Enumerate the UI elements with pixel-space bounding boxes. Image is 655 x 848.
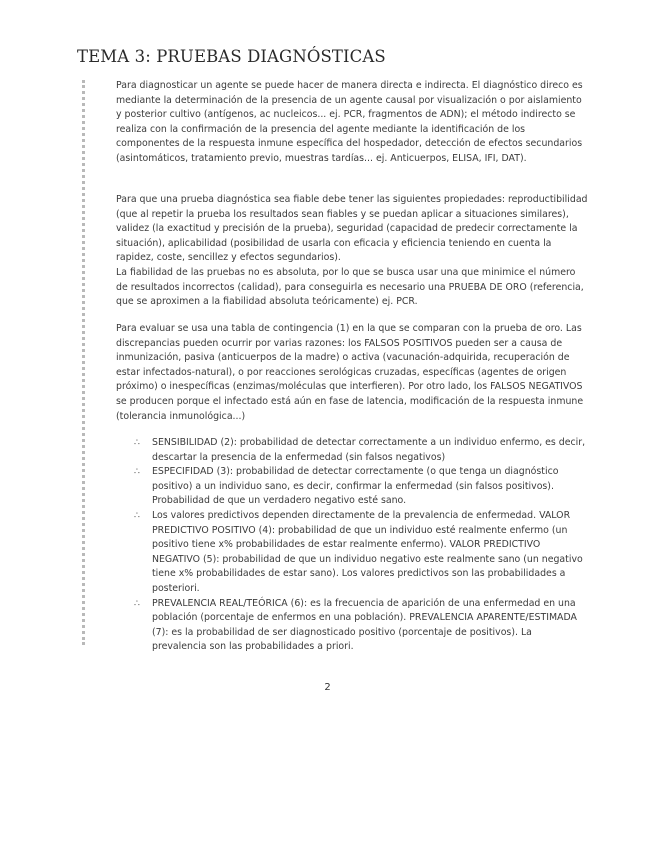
therefore-bullet-icon: ∴ [134, 598, 140, 609]
list-item-text: Los valores predictivos dependen directamente de la prevalencia de enfermedad. VALOR PREDICTIVO POSITIVO (4): probabilidad de que un individuo esté realmente enfermo (un positivo tiene x% probabilidades de estar realmente enfermo). VALOR PREDICTIVO NEGATIVO (5): probabilidad de que un individuo negativo este realmente sano (un negativo tiene x% probabilidades de estar sano). Los valores predictivos son las probabilidades a posteriori. [152, 509, 583, 594]
list-item-valores-predictivos [134, 509, 589, 597]
list-item-sensibilidad [134, 436, 589, 465]
page-number: 2 [324, 682, 331, 693]
paragraph-text: Para diagnosticar un agente se puede hacer de manera directa e indirecta. El diagnóstico direco es mediante la determinación de la presencia de un agente causal por visualización o por aislamiento y posterior cultivo (antígenos, ac nucleicos... ej. PCR, fragmentos de ADN); el método indirecto se realiza con la confirmación de la presencia del agente mediante la identificación de los componentes de la respuesta inmune específica del hospedador, detección de efectos secundarios (asintomáticos, tratamiento previo, muestras tardías... ej. Anticuerpos, ELISA, IFI, DAT). [116, 80, 583, 164]
paragraph-text: Para que una prueba diagnóstica sea fiable debe tener las siguientes propiedades: reproductibilidad (que al repetir la prueba los resultados sean fiables y se puedan aplicar a situaciones similares), validez (la exactitud y precisión de la prueba), seguridad (capacidad de predecir correctamente la situación), aplicabilidad (posibilidad de usarla con eficacia y eficiencia teniendo en cuenta la rapidez, coste, sencillez y efectos segundarios). [116, 194, 588, 264]
paragraph-test-properties [116, 193, 588, 310]
list-item-text: ESPECIFIDAD (3): probabilidad de detectar correctamente (o que tenga un diagnóstico positivo) a un individuo sano, es decir, confirmar la enfermedad (sin falsos positivos). Probabilidad de que un verdadero negativo esté sano. [152, 466, 559, 507]
paragraph-text: Para evaluar se usa una tabla de contingencia (1) en la que se comparan con la prueba de oro. Las discrepancias pueden ocurrir por varias razones: los FALSOS POSITIVOS pueden ser a causa de inmunización, pasiva (anticuerpos de la madre) o activa (vacunación-adquirida, recuperación de estar infectados-natural), o por reacciones serológicas cruzadas, específicas (agentes de origen próximo) o inespecíficas (enzimas/moléculas que interfieren). Por otro lado, los FALSOS NEGATIVOS se producen porque el infectado está aún en fase de latencia, modificación de la respuesta inmune (tolerancia inmunológica...) [116, 323, 584, 422]
therefore-bullet-icon: ∴ [134, 467, 140, 478]
paragraph-text: La fiabilidad de las pruebas no es absoluta, por lo que se busca usar una que minimice el número de resultados incorrectos (calidad), para conseguirla es necesario una PRUEBA DE ORO (referencia, que se aproximen a la fiabilidad absoluta teóricamente) ej. PCR. [116, 266, 584, 308]
paragraph-contingency-table [116, 322, 588, 424]
definitions-list [134, 436, 589, 655]
page-title: TEMA 3: PRUEBAS DIAGNÓSTICAS [77, 47, 386, 66]
list-item-prevalencia [134, 597, 589, 655]
therefore-bullet-icon: ∴ [134, 510, 140, 521]
paragraph-diagnosis-methods [116, 79, 588, 167]
list-item-text: SENSIBILIDAD (2): probabilidad de detectar correctamente a un individuo enfermo, es decir, descartar la presencia de la enfermedad (sin falsos negativos) [152, 437, 586, 463]
list-item-especifidad [134, 465, 589, 509]
list-item-text: PREVALENCIA REAL/TEÓRICA (6): es la frecuencia de aparición de una enfermedad en una población (porcentaje de enfermos en una población). PREVALENCIA APARENTE/ESTIMADA (7): es la probabilidad de ser diagnosticado positivo (porcentaje de positivos). La prevalencia son las probabilidades a priori. [152, 597, 577, 653]
margin-dotted-rule [82, 80, 85, 645]
therefore-bullet-icon: ∴ [134, 438, 140, 448]
